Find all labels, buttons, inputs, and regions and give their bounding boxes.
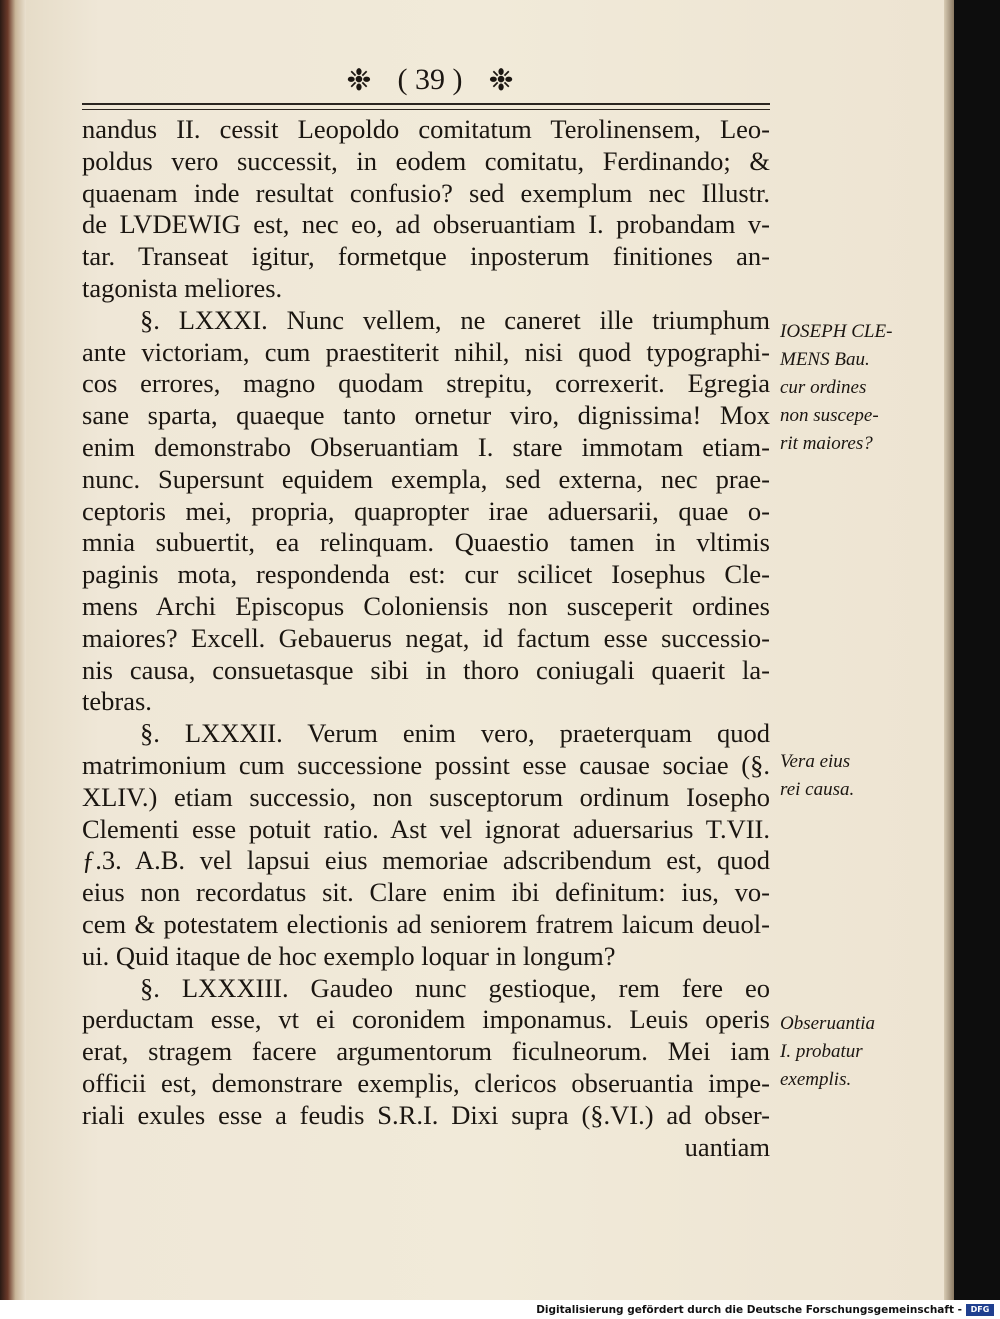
paragraph-start-lxxxiii: §. LXXXIII. Gaudeo nunc gestioque, rem fere eo [140, 972, 770, 1003]
dfg-logo-icon: DFG [966, 1304, 994, 1316]
page-right-edge [944, 0, 954, 1300]
margin-note-line: rei causa. [780, 779, 855, 800]
page-header [300, 60, 560, 100]
text-line: ante victoriam, cum praestiterit nihil, nisi quod typographi- [82, 336, 770, 367]
margin-note-line: IOSEPH CLE- [780, 321, 893, 342]
text-line: nis causa, consuetasque sibi in thoro coniugali quaerit la- [82, 654, 770, 685]
ornament-right-icon: ❉ [488, 63, 514, 97]
margin-note-iosephus [780, 318, 940, 458]
ornament-left-icon: ❉ [346, 63, 372, 97]
text-line: mnia subuertit, ea relinquam. Quaestio tamen in vltimis [82, 527, 770, 558]
margin-note-line: cur ordines [780, 377, 867, 398]
text-line: XLIV.) etiam successio, non susceptorum ordinum Iosepho [82, 781, 770, 812]
main-text-block [82, 114, 770, 1163]
margin-note-line: MENS Bau. [780, 349, 870, 370]
text-line: maiores? Excell. Gebauerus negat, id factum esse successio- [82, 622, 770, 653]
text-line: ceptoris mei, propria, quapropter irae aduersarii, quae o- [82, 495, 770, 526]
text-line: nunc. Supersunt equidem exempla, sed externa, nec prae- [82, 463, 770, 494]
margin-note-line: rit maiores? [780, 433, 873, 454]
text-line: Clementi esse potuit ratio. Ast vel ignorat aduersarius T.VII. [82, 813, 770, 844]
text-line: tagonista meliores. [82, 272, 283, 303]
funding-credit: Digitalisierung gefördert durch die Deutsche Forschungsgemeinschaft - [536, 1303, 962, 1316]
page-number: ( 39 ) [397, 63, 463, 96]
margin-note-line: I. probatur [780, 1041, 863, 1062]
paragraph-start-lxxxi: §. LXXXI. Nunc vellem, ne caneret ille triumphum [140, 304, 770, 335]
text-line: officii est, demonstrare exemplis, clericos obseruantia impe- [82, 1067, 770, 1098]
digitization-footer [0, 1300, 1000, 1319]
text-line: riali exules esse a feudis S.R.I. Dixi supra (§.VI.) ad obser- [82, 1099, 770, 1130]
text-line: perductam esse, vt ei coronidem imponamus. Leuis operis [82, 1004, 770, 1035]
margin-note-line: non suscepe- [780, 405, 879, 426]
text-line: quaenam inde resultat confusio? sed exemplum nec Illustr. [82, 177, 770, 208]
margin-note-vera-causa [780, 748, 940, 804]
text-line: de LVDEWIG est, nec eo, ad obseruantiam I. probandam v- [82, 209, 770, 240]
text-line: poldus vero successit, in eodem comitatu, Ferdinando; & [82, 145, 770, 176]
text-line: ƒ.3. A.B. vel lapsui eius memoriae adscribendum est, quod [82, 845, 770, 876]
paragraph-start-lxxxii: §. LXXXII. Verum enim vero, praeterquam quod [140, 718, 770, 749]
margin-note-line: exemplis. [780, 1069, 852, 1090]
margin-note-line: Vera eius [780, 751, 851, 772]
catchword: uantiam [684, 1131, 770, 1162]
text-line: enim demonstrabo Obseruantiam I. stare immotam etiam- [82, 431, 770, 462]
header-rule [82, 103, 770, 110]
text-line: mens Archi Episcopus Coloniensis non susceperit ordines [82, 590, 770, 621]
text-line: tebras. [82, 686, 152, 717]
text-line: erat, stragem facere argumentorum ficulneorum. Mei iam [82, 1036, 770, 1067]
margin-note-obseruantia [780, 1010, 940, 1094]
text-line: nandus II. cessit Leopoldo comitatum Terolinensem, Leo- [82, 114, 770, 144]
text-line: tar. Transeat igitur, formetque inposterum finitiones an- [82, 241, 770, 272]
text-line: cos errores, magno quodam strepitu, correxerit. Egregia [82, 368, 770, 399]
text-line: paginis mota, respondenda est: cur scilicet Iosephus Cle- [82, 559, 770, 590]
margin-note-line: Obseruantia [780, 1013, 875, 1034]
book-spine-edge [0, 0, 26, 1300]
text-line: eius non recordatus sit. Clare enim ibi definitum: ius, vo- [82, 877, 770, 908]
text-line: sane sparta, quaeque tanto ornetur viro, dignissima! Mox [82, 400, 770, 431]
text-line: matrimonium cum successione possint esse causae sociae (§. [82, 749, 770, 780]
text-line: ui. Quid itaque de hoc exemplo loquar in longum? [82, 940, 616, 971]
text-line: cem & potestatem electionis ad seniorem fratrem laicum deuol- [82, 908, 770, 939]
